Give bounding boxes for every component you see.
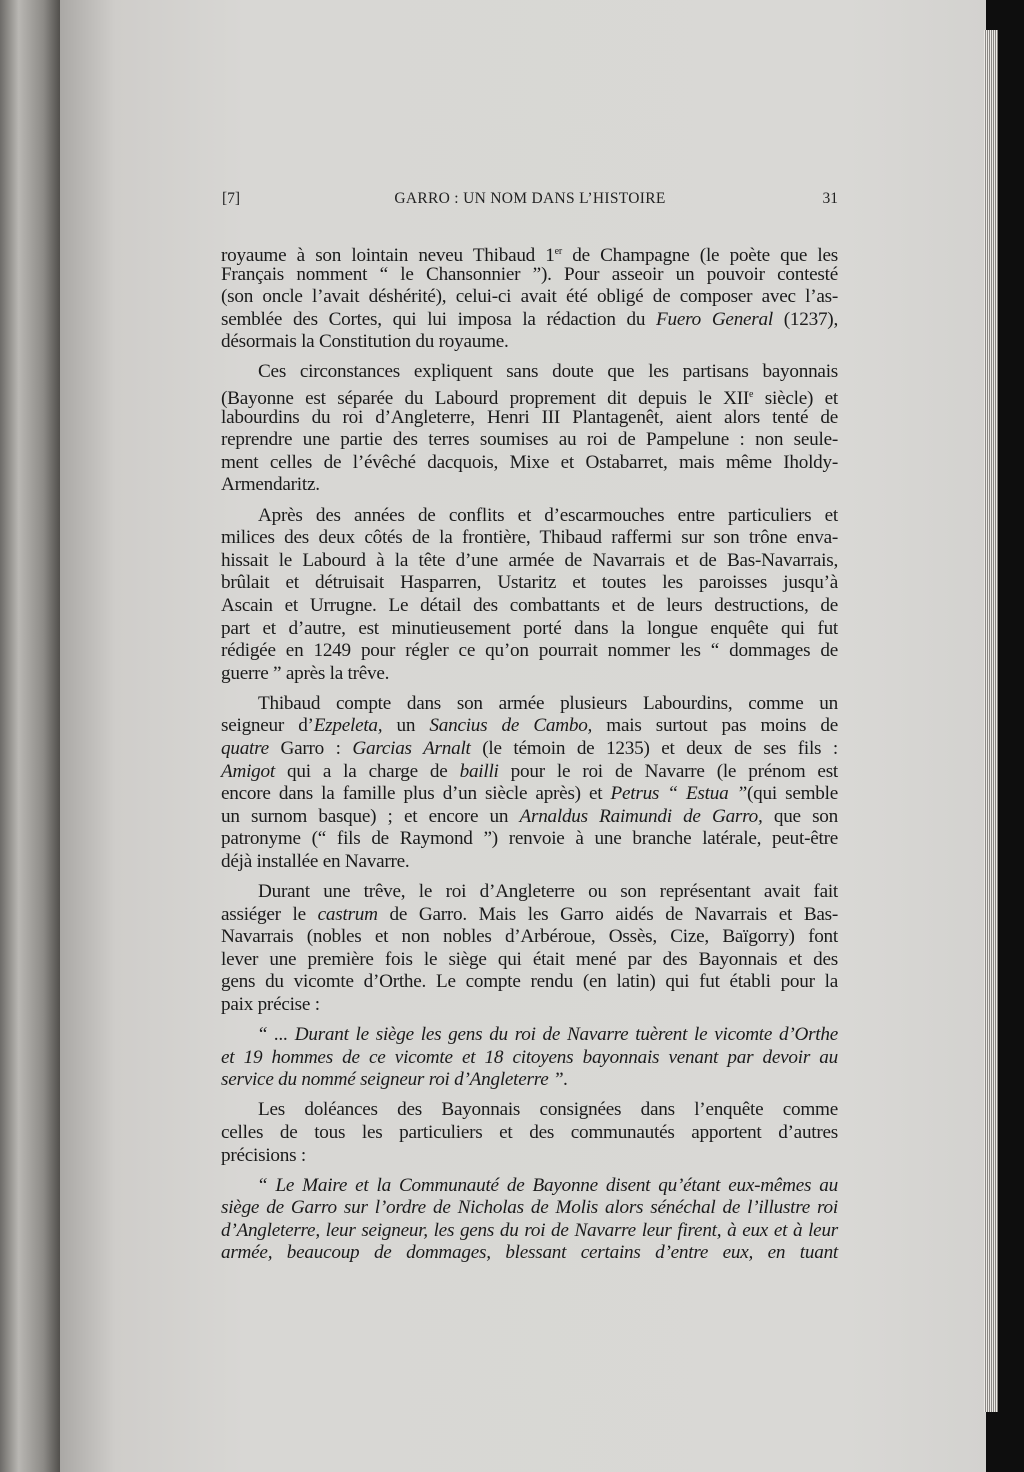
text-segment: (le témoin de 1235) et deux de ses fils : xyxy=(470,737,838,759)
superscript: e xyxy=(749,389,754,401)
text-line xyxy=(221,429,838,452)
text-line xyxy=(221,806,838,829)
text-segment: de Champagne (le poète que les xyxy=(561,245,838,266)
italic-text: Petrus “ Estua ” xyxy=(610,783,748,805)
text-line xyxy=(221,474,838,497)
text-segment: guerre ” après la trêve. xyxy=(221,662,390,684)
text-line xyxy=(221,331,838,354)
paragraph xyxy=(221,693,838,874)
page-edges xyxy=(984,30,998,1412)
text-segment: déjà installée en Navarre. xyxy=(221,850,410,872)
text-line xyxy=(221,926,838,949)
block-quote xyxy=(221,1175,838,1265)
text-line xyxy=(221,1122,838,1145)
text-line xyxy=(221,640,838,663)
text-line xyxy=(221,828,838,851)
superscript: er xyxy=(554,246,562,257)
text-segment: labourdins du roi d’Angleterre, Henri III Plantagenêt, aient alors tenté de xyxy=(221,406,838,428)
text-line xyxy=(221,309,838,332)
text-segment: Thibaud compte dans son armée plusieurs Labourdins, comme un xyxy=(258,692,838,714)
text-segment: Durant une trêve, le roi d’Angleterre ou son représentant avait fait xyxy=(258,881,838,903)
page-number: 31 xyxy=(822,190,838,207)
text-line xyxy=(221,241,838,264)
body-text xyxy=(221,241,838,1273)
italic-text: service du nommé seigneur roi d’Angleterre ”. xyxy=(221,1069,569,1091)
text-segment: Les doléances des Bayonnais consignées dans l’enquête comme xyxy=(258,1099,838,1121)
text-line xyxy=(221,384,839,410)
running-title: GARRO : UN NOM DANS L’HISTOIRE xyxy=(394,190,666,207)
text-segment: reprendre une partie des terres soumises au roi de Pampelune : non seule- xyxy=(221,429,838,451)
text-line xyxy=(221,1047,838,1070)
text-segment: assiéger le xyxy=(221,903,318,925)
text-segment: encore dans la famille plus d’un siècle après) et xyxy=(221,783,611,805)
text-segment: Après des années de conflits et d’escarmouches entre particuliers et xyxy=(258,504,838,526)
text-line xyxy=(221,783,838,806)
text-line xyxy=(221,407,838,430)
block-quote xyxy=(221,1024,838,1092)
text-segment: lever une première fois le siège qui était mené par des Bayonnais et des xyxy=(221,948,838,970)
italic-text: Arnaldus Raimundi de Garro, xyxy=(519,805,763,827)
text-segment: précisions : xyxy=(221,1144,306,1166)
text-segment: Ces circonstances expliquent sans doute que les partisans bayonnais xyxy=(258,361,838,383)
text-segment: que son xyxy=(762,805,838,827)
italic-text: et 19 hommes de ce vicomte et 18 citoyens bayonnais venant par devoir au xyxy=(221,1046,838,1068)
text-segment: (qui semble xyxy=(747,783,838,805)
italic-text: Sancius de Cambo, xyxy=(429,715,593,737)
text-segment: rédigée en 1249 pour régler ce qu’on pourrait nommer les “ dommages de xyxy=(221,640,838,662)
text-segment: seigneur d’ xyxy=(221,715,314,737)
text-segment: Ascain et Urrugne. Le détail des combattants et de leurs destructions, de xyxy=(221,594,838,616)
text-line xyxy=(221,505,838,528)
text-line xyxy=(221,738,838,761)
text-segment: pour le roi de Navarre (le prénom est xyxy=(498,760,838,782)
italic-text: “ ... Durant le siège les gens du roi de Navarre tuèrent le vicomte d’Orthe xyxy=(257,1024,838,1046)
text-line xyxy=(221,572,838,595)
italic-text: d’Angleterre, leur seigneur, les gens du roi de Navarre leur firent, à eux et à leur xyxy=(221,1219,838,1241)
text-line xyxy=(221,693,838,716)
text-line xyxy=(221,1175,838,1198)
paragraph xyxy=(221,361,838,497)
text-segment: brûlait et détruisait Hasparren, Ustaritz et toutes les paroisses jusqu’à xyxy=(221,572,838,594)
italic-text: armée, beaucoup de dommages, blessant certains d’entre eux, en tuant xyxy=(221,1242,838,1264)
italic-text: Ezpeleta, xyxy=(313,715,383,737)
text-line xyxy=(221,949,838,972)
italic-text: castrum xyxy=(317,903,378,925)
text-segment: milices des deux côtés de la frontière, Thibaud raffermi sur son trône enva- xyxy=(221,527,838,549)
paragraph xyxy=(221,505,838,686)
text-segment: hissait le Labourd à la tête d’une armée de Navarrais et de Bas-Navarrais, xyxy=(221,549,838,571)
text-segment: (Bayonne est séparée du Labourd proprement dit depuis le XII xyxy=(221,388,750,410)
text-line xyxy=(221,527,838,550)
text-segment: qui a la charge de xyxy=(274,760,460,782)
text-segment: paix précise : xyxy=(221,994,320,1015)
text-segment: Navarrais (nobles et non nobles d’Arbéroue, Ossès, Cize, Baïgorry) font xyxy=(221,926,838,948)
text-line xyxy=(221,1242,838,1265)
italic-text: quatre xyxy=(221,737,269,759)
text-line xyxy=(221,851,838,874)
text-line xyxy=(221,452,838,475)
text-segment: Français nomment “ le Chansonnier ”). Pour asseoir un pouvoir contesté xyxy=(221,263,838,285)
text-segment: patronyme (“ fils de Raymond ”) renvoie à une branche latérale, peut-être xyxy=(221,828,838,850)
italic-text: Fuero General xyxy=(656,308,773,330)
text-line xyxy=(221,1220,838,1243)
text-segment: un xyxy=(382,715,430,737)
text-segment: royaume à son lointain neveu Thibaud 1 xyxy=(221,245,555,266)
text-line xyxy=(221,286,838,309)
text-line xyxy=(221,361,838,384)
text-line xyxy=(221,761,838,784)
text-segment: (son oncle l’avait déshérité), celui-ci avait été obligé de composer avec l’as- xyxy=(221,286,838,308)
paragraph xyxy=(221,1099,838,1167)
text-line xyxy=(221,1099,838,1122)
paragraph xyxy=(221,881,838,1017)
text-segment: mais surtout pas moins de xyxy=(592,715,838,737)
text-line xyxy=(221,881,838,904)
text-segment: (1237), xyxy=(772,308,838,330)
text-segment: Armendaritz. xyxy=(221,474,320,496)
text-line xyxy=(221,663,838,686)
paragraph xyxy=(221,241,838,354)
text-segment: siècle) et xyxy=(753,388,839,410)
text-line xyxy=(221,1197,838,1220)
italic-text: siège de Garro sur l’ordre de Nicholas de Molis alors sénéchal de l’illustre roi xyxy=(221,1197,838,1219)
text-segment: de Garro. Mais les Garro aidés de Navarrais et Bas- xyxy=(377,903,838,925)
text-line xyxy=(221,595,838,618)
text-segment: Garro : xyxy=(268,737,353,759)
text-line xyxy=(221,264,838,287)
text-line xyxy=(221,994,838,1017)
text-line xyxy=(221,971,838,994)
text-segment: semblée des Cortes, qui lui imposa la rédaction du xyxy=(221,308,657,330)
section-number: [7] xyxy=(222,190,241,207)
text-segment: désormais la Constitution du royaume. xyxy=(221,331,509,353)
italic-text: Amigot xyxy=(221,760,275,782)
italic-text: “ Le Maire et la Communauté de Bayonne disent qu’étant eux-mêmes au xyxy=(257,1174,838,1196)
text-line xyxy=(221,1069,838,1092)
running-header xyxy=(222,190,838,212)
text-line xyxy=(221,618,838,641)
text-line xyxy=(221,1024,838,1047)
facing-page-edge xyxy=(0,0,62,1472)
text-line xyxy=(221,550,838,573)
italic-text: bailli xyxy=(459,760,499,782)
text-line xyxy=(221,904,838,927)
text-segment: celles de tous les particuliers et des communautés apportent d’autres xyxy=(221,1121,838,1143)
text-segment: part et d’autre, est minutieusement porté dans la longue enquête qui fut xyxy=(221,617,838,639)
text-segment: ment celles de l’évêché dacquois, Mixe et Ostabarret, mais même Iholdy- xyxy=(221,451,838,473)
text-line xyxy=(221,1145,838,1168)
text-line xyxy=(221,715,838,738)
text-segment: gens du vicomte d’Orthe. Le compte rendu (en latin) qui fut établi pour la xyxy=(221,971,838,993)
text-segment: un surnom basque) ; et encore un xyxy=(221,805,520,827)
italic-text: Garcias Arnalt xyxy=(352,737,471,759)
